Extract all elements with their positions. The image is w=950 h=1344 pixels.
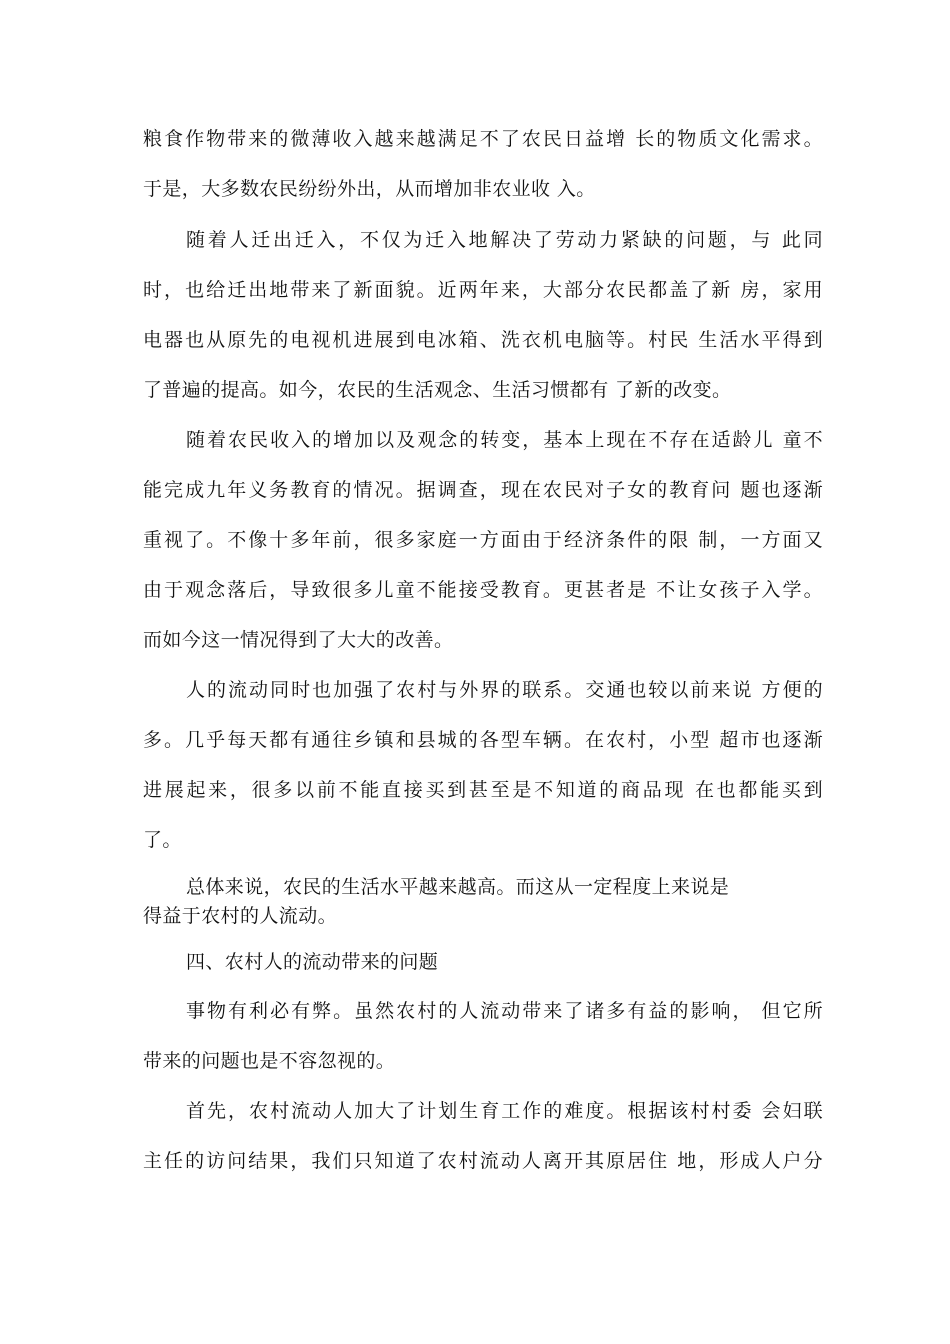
paragraph-start-line: 随着农民收入的增加以及观念的转变，基本上现在不存在适龄儿 童不 [186,429,823,451]
paragraph-start-line: 事物有利必有弊。虽然农村的人流动带来了诸多有益的影响， 但它所 [186,1000,823,1022]
text-line: 重视了。不像十多年前，很多家庭一方面由于经济条件的限 制，一方面又 [143,529,823,551]
text-line: 而如今这一情况得到了大大的改善。 [143,629,454,651]
paragraph-start-line: 总体来说，农民的生活水平越来越高。而这从一定程度上来说是 [186,876,730,898]
text-line: 粮食作物带来的微薄收入越来越满足不了农民日益增 长的物质文化需求。 [143,128,823,150]
text-line: 了。 [143,829,182,851]
text-line: 于是，大多数农民纷纷外出，从而增加非农业收 入。 [143,178,596,200]
text-line: 得益于农村的人流动。 [143,905,338,927]
text-line: 时，也给迁出地带来了新面貌。近两年来，大部分农民都盖了新 房，家用 [143,279,823,301]
text-line: 进展起来，很多以前不能直接买到甚至是不知道的商品现 在也都能买到 [143,779,823,801]
text-line: 多。几乎每天都有通往乡镇和县城的各型车辆。在农村，小型 超市也逐渐 [143,729,823,751]
text-line: 主任的访问结果，我们只知道了农村流动人离开其原居住 地，形成人户分 [143,1150,823,1172]
text-line: 由于观念落后，导致很多儿童不能接受教育。更甚者是 不让女孩子入学。 [143,579,823,601]
text-line: 电器也从原先的电视机进展到电冰箱、洗衣机电脑等。村民 生活水平得到 [143,329,823,351]
text-line: 带来的问题也是不容忽视的。 [143,1050,396,1072]
text-line: 能完成九年义务教育的情况。据调查，现在农民对子女的教育问 题也逐渐 [143,479,823,501]
section-heading: 四、农村人的流动带来的问题 [186,951,439,973]
paragraph-start-line: 首先，农村流动人加大了计划生育工作的难度。根据该村村委 会妇联 [186,1100,823,1122]
text-line: 了普遍的提高。如今，农民的生活观念、生活习惯都有 了新的改变。 [143,379,732,401]
paragraph-start-line: 人的流动同时也加强了农村与外界的联系。交通也较以前来说 方便的 [186,679,823,701]
paragraph-start-line: 随着人迁出迁入，不仅为迁入地解决了劳动力紧缺的问题，与 此同 [186,229,823,251]
